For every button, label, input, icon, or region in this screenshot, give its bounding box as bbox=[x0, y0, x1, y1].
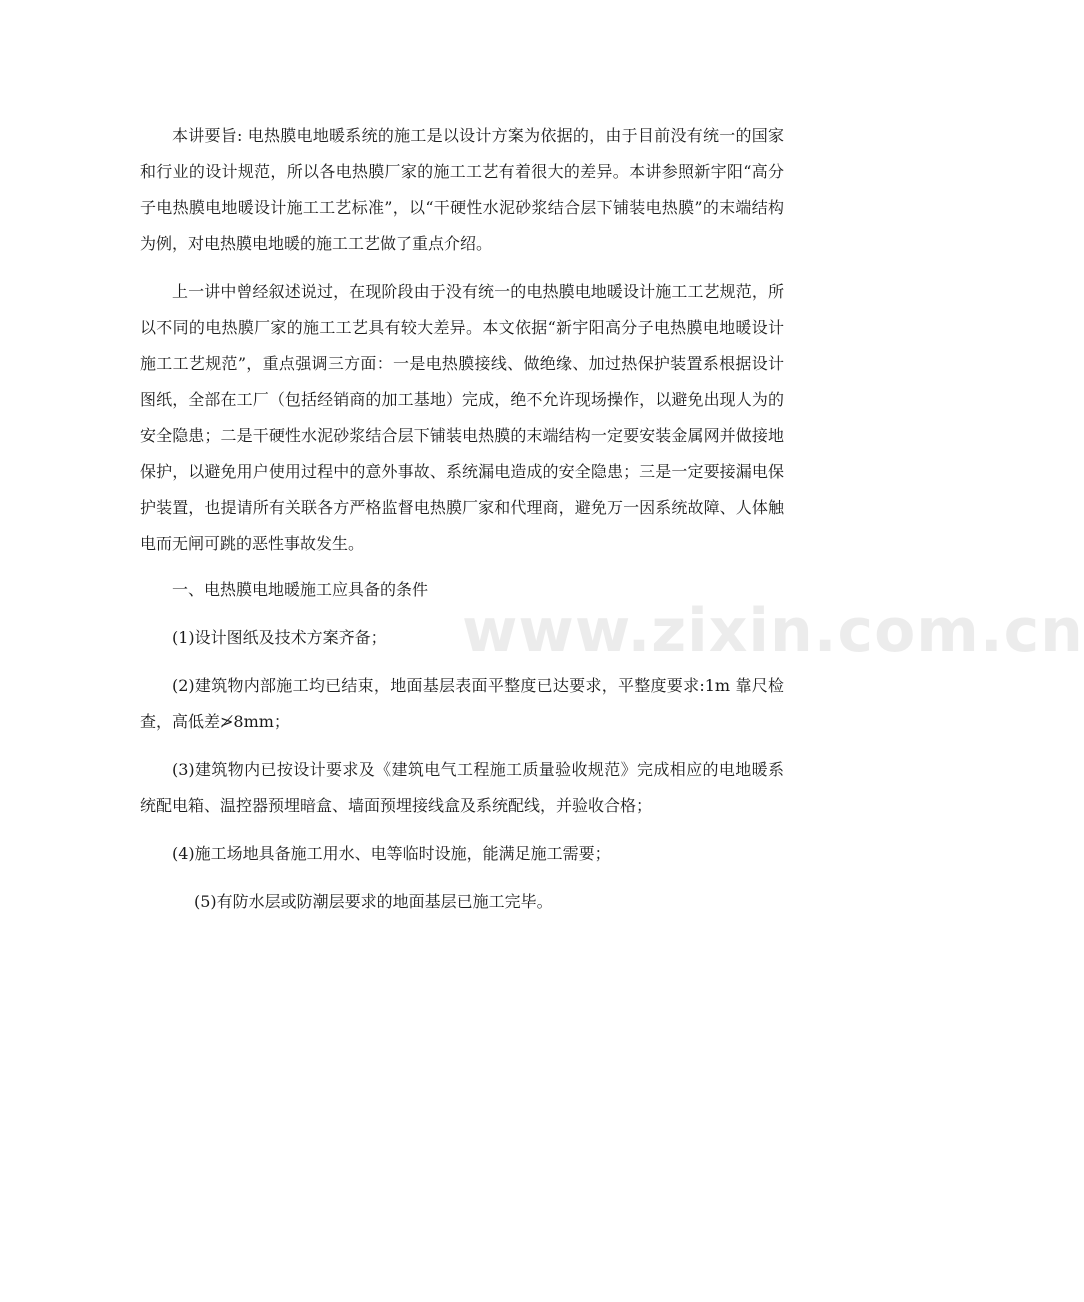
condition-item-5: (5)有防水层或防潮层要求的地面基层已施工完毕。 bbox=[194, 892, 553, 911]
section-heading: 一、电热膜电地暖施工应具备的条件 bbox=[172, 580, 429, 599]
condition-item-4: (4)施工场地具备施工用水、电等临时设施，能满足施工需要； bbox=[172, 844, 611, 863]
document-body bbox=[140, 118, 784, 920]
condition-item-3: (3)建筑物内已按设计要求及《建筑电气工程施工质量验收规范》完成相应的电地暖系统配电箱、温控器预埋暗盒、墙面预埋接线盒及系统配线，并验收合格； bbox=[140, 760, 784, 815]
condition-item-2: (2)建筑物内部施工均已结束，地面基层表面平整度已达要求，平整度要求:1m 靠尺检查，高低差≯8mm； bbox=[140, 676, 784, 731]
watermark: www.zixin.com.cn bbox=[462, 596, 1084, 666]
body-paragraph: 上一讲中曾经叙述说过，在现阶段由于没有统一的电热膜电地暖设计施工工艺规范，所以不同的电热膜厂家的施工工艺具有较大差异。本文依据“新宇阳高分子电热膜电地暖设计施工工艺规范”，重点强调三方面：一是电热膜接线、做绝缘、加过热保护装置系根据设计图纸，全部在工厂（包括经销商的加工基地）完成，绝不允许现场操作，以避免出现人为的安全隐患；二是干硬性水泥砂浆结合层下铺装电热膜的末端结构一定要安装金属网并做接地保护，以避免用户使用过程中的意外事故、系统漏电造成的安全隐患；三是一定要接漏电保护装置，也提请所有关联各方严格监督电热膜厂家和代理商，避免万一因系统故障、人体触电而无闸可跳的恶性事故发生。 bbox=[140, 282, 784, 553]
condition-item-1: (1)设计图纸及技术方案齐备； bbox=[172, 628, 387, 647]
intro-paragraph: 本讲要旨: 电热膜电地暖系统的施工是以设计方案为依据的，由于目前没有统一的国家和行业的设计规范，所以各电热膜厂家的施工工艺有着很大的差异。本讲参照新宇阳“高分子电热膜电地暖设计施工工艺标准”，以“干硬性水泥砂浆结合层下铺装电热膜”的末端结构为例，对电热膜电地暖的施工工艺做了重点介绍。 bbox=[140, 126, 784, 253]
